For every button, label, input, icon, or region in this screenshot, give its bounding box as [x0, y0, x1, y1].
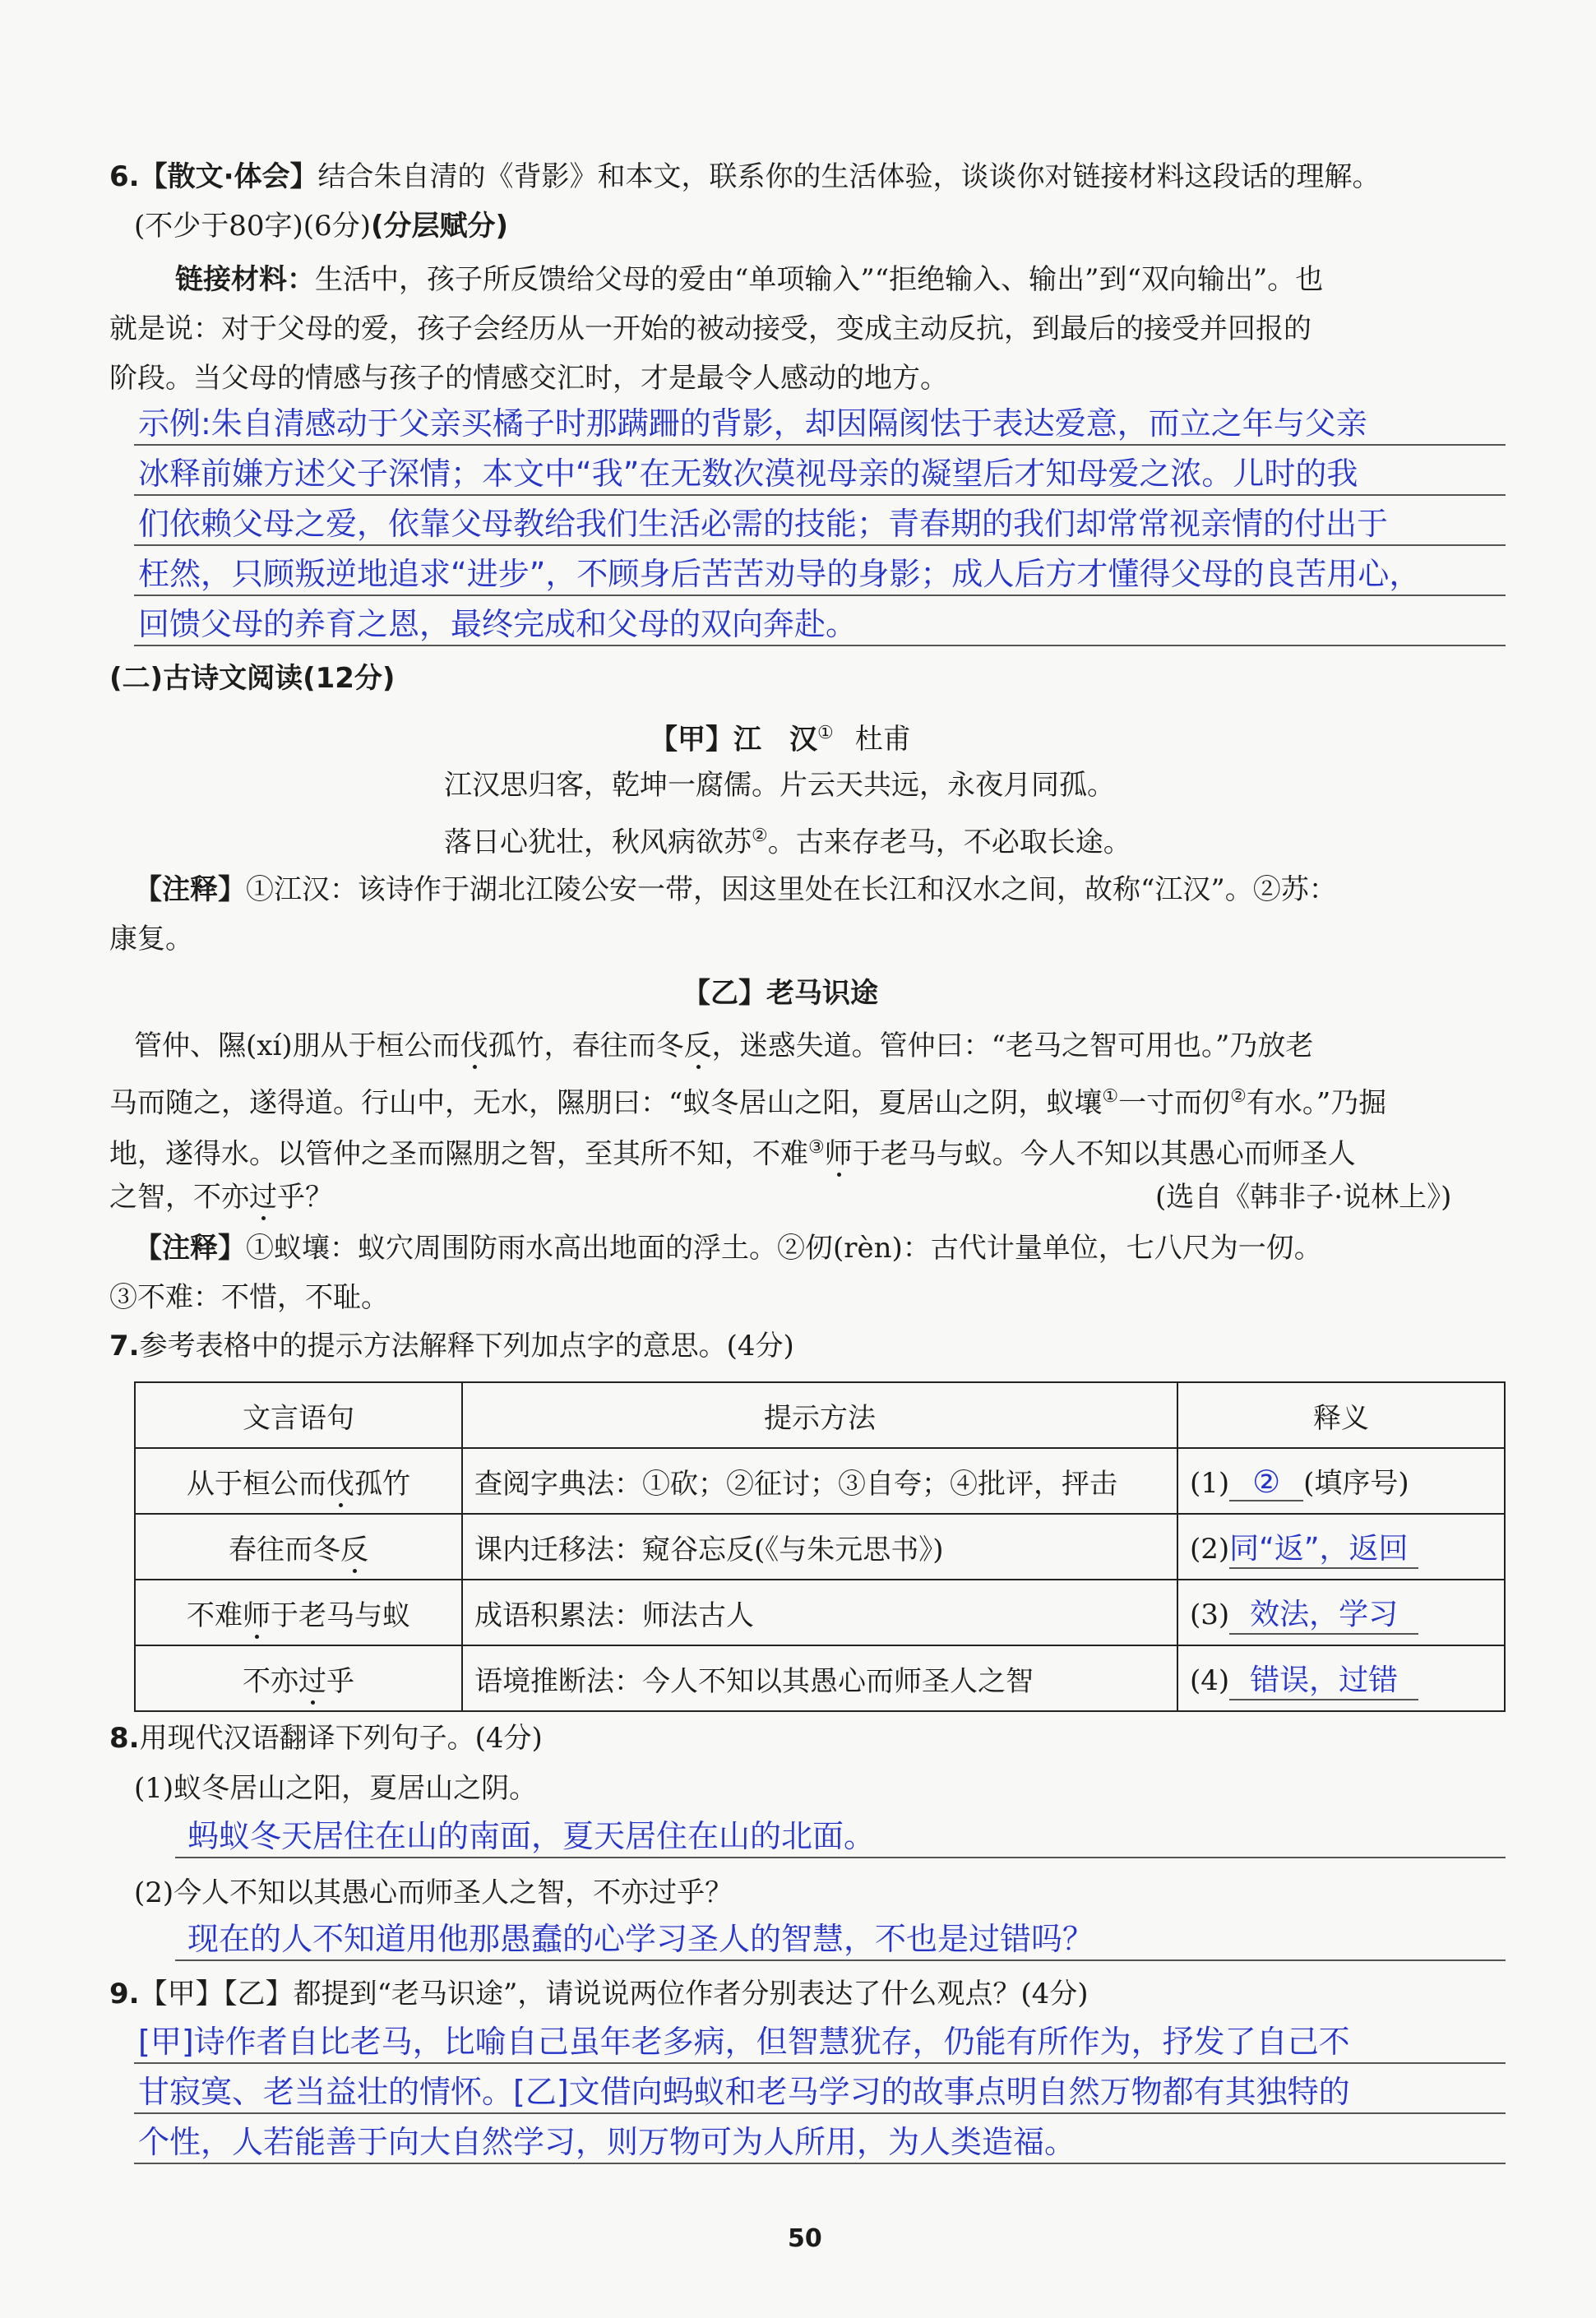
row-meaning: (3) 效法，学习 — [1177, 1580, 1505, 1645]
prose-line-2: 马而随之，遂得道。行山中，无水，隰朋曰：“蚁冬居山之阳，夏居山之阴，蚁壤①一寸而仞②有水。”乃掘 — [109, 1086, 1387, 1120]
prose-note-line-2: ③不难：不惜，不耻。 — [109, 1281, 389, 1314]
header-sentence: 文言语句 — [135, 1382, 462, 1448]
table-row — [135, 1645, 1505, 1711]
q8-stem: 8.用现代汉语翻译下列句子。(4分) — [109, 1722, 543, 1755]
prose-line-1: 管仲、隰(xí)朋从于桓公而伐孤竹，春往而冬反，迷惑失道。管仲曰：“老马之智可用也。”乃放老 — [134, 1029, 1314, 1062]
q6-answer-line-3: 们依赖父母之爱，依靠父母教给我们生活必需的技能；青春期的我们却常常视亲情的付出于 — [138, 506, 1389, 542]
q9-answer-line-3: 个性，人若能善于向大自然学习，则万物可为人所用，为人类造福。 — [138, 2124, 1076, 2160]
q8-sentence-1: (1)蚁冬居山之阳，夏居山之阴。 — [134, 1772, 538, 1805]
row-method: 成语积累法：师法古人 — [462, 1580, 1177, 1645]
q6-material-line-2: 就是说：对于父母的爱，孩子会经历从一开始的被动接受，变成主动反抗，到最后的接受并回报的 — [109, 312, 1311, 345]
q6-requirement: (不少于80字)(6分)(分层赋分) — [134, 210, 509, 243]
answer-rule — [134, 544, 1506, 546]
row-method: 语境推断法：今人不知以其愚心而师圣人之智 — [462, 1645, 1177, 1711]
q8-answer-2: 现在的人不知道用他那愚蠢的心学习圣人的智慧，不也是过错吗？ — [187, 1921, 1094, 1957]
q6-material-line-1: 链接材料：生活中，孩子所反馈给父母的爱由“单项输入”“拒绝输入、输出”到“双向输出”。也 — [175, 263, 1324, 296]
prose-line-4: 之智，不亦过乎？ — [109, 1181, 333, 1214]
page-number: 50 — [788, 2224, 822, 2253]
q9-answer-line-2: 甘寂寞、老当益壮的情怀。[乙]文借向蚂蚁和老马学习的故事点明自然万物都有其独特的 — [138, 2074, 1350, 2110]
poem-line-1: 江汉思归客，乾坤一腐儒。片云天共远，永夜月同孤。 — [444, 769, 1115, 802]
q6-stem: 6.【散文·体会】结合朱自清的《背影》和本文，联系你的生活体验，谈谈你对链接材料这段话的理解。 — [109, 160, 1381, 193]
answer-rule — [175, 1857, 1506, 1858]
poem-line-2: 落日心犹壮，秋风病欲苏②。古来存老马，不必取长途。 — [444, 826, 1131, 859]
header-meaning: 释义 — [1177, 1382, 1505, 1448]
row-meaning: (2)同“返”，返回 — [1177, 1514, 1505, 1580]
prose-line-3: 地，遂得水。以管仲之圣而隰朋之智，至其所不知，不难③师于老马与蚁。今人不知以其愚心而师圣人 — [109, 1137, 1356, 1171]
prose-title: 【乙】老马识途 — [682, 977, 878, 1010]
answer-rule — [134, 494, 1506, 496]
row-sentence: 不亦过乎 — [135, 1645, 462, 1711]
answer-rule — [134, 2163, 1506, 2164]
q6-answer-line-5: 回馈父母的养育之恩，最终完成和父母的双向奔赴。 — [138, 606, 858, 642]
q7-stem: 7.参考表格中的提示方法解释下列加点字的意思。(4分) — [109, 1330, 794, 1363]
row-meaning: (1) ② (填序号) — [1177, 1448, 1505, 1514]
q9-stem: 9.【甲】【乙】都提到“老马识途”，请说说两位作者分别表达了什么观点？(4分) — [109, 1978, 1089, 2010]
table-row — [135, 1448, 1505, 1514]
section-title: (二)古诗文阅读(12分) — [109, 662, 396, 695]
poem-title: 【甲】江 汉① 杜甫 — [650, 723, 911, 756]
q7-table — [134, 1381, 1506, 1712]
q6-material-line-3: 阶段。当父母的情感与孩子的情感交汇时，才是最令人感动的地方。 — [109, 362, 948, 395]
row-meaning: (4) 错误，过错 — [1177, 1645, 1505, 1711]
row-sentence: 不难师于老马与蚁 — [135, 1580, 462, 1645]
table-row — [135, 1580, 1505, 1645]
answer-rule — [134, 2062, 1506, 2064]
header-method: 提示方法 — [462, 1382, 1177, 1448]
row-sentence: 春往而冬反 — [135, 1514, 462, 1580]
q8-answer-1: 蚂蚁冬天居住在山的南面，夏天居住在山的北面。 — [187, 1818, 876, 1854]
prose-note-line-1: 【注释】①蚁壤：蚁穴周围防雨水高出地面的浮土。②仞(rèn)：古代计量单位，七八尺为一仞。 — [134, 1232, 1322, 1265]
q6-answer-line-4: 枉然，只顾叛逆地追求“进步”，不顾身后苦苦劝导的身影；成人后方才懂得父母的良苦用心， — [138, 556, 1421, 592]
answer-rule — [134, 2112, 1506, 2114]
poem-note-line-1: 【注释】①江汉：该诗作于湖北江陵公安一带，因这里处在长江和汉水之间，故称“江汉”。②苏： — [134, 873, 1337, 906]
answer-rule — [134, 645, 1506, 646]
table-header-row — [135, 1382, 1505, 1448]
table-row — [135, 1514, 1505, 1580]
answer-rule — [134, 444, 1506, 446]
answer-rule — [175, 1959, 1506, 1961]
q6-answer-line-1: 示例:朱自清感动于父亲买橘子时那蹒跚的背影，却因隔阂怯于表达爱意，而立之年与父亲 — [138, 405, 1367, 442]
row-sentence: 从于桓公而伐孤竹 — [135, 1448, 462, 1514]
poem-note-line-2: 康复。 — [109, 923, 193, 955]
q8-sentence-2: (2)今人不知以其愚心而师圣人之智，不亦过乎？ — [134, 1876, 733, 1909]
answer-rule — [134, 595, 1506, 596]
q6-answer-line-2: 冰释前嫌方述父子深情；本文中“我”在无数次漠视母亲的凝望后才知母爱之浓。儿时的我 — [138, 456, 1358, 492]
row-method: 查阅字典法：①砍；②征讨；③自夸；④批评，抨击 — [462, 1448, 1177, 1514]
prose-source: (选自《韩非子·说林上》) — [1155, 1181, 1452, 1214]
q9-answer-line-1: [甲]诗作者自比老马，比喻自己虽年老多病，但智慧犹存，仍能有所作为，抒发了自己不 — [138, 2024, 1350, 2060]
row-method: 课内迁移法：窥谷忘反(《与朱元思书》) — [462, 1514, 1177, 1580]
